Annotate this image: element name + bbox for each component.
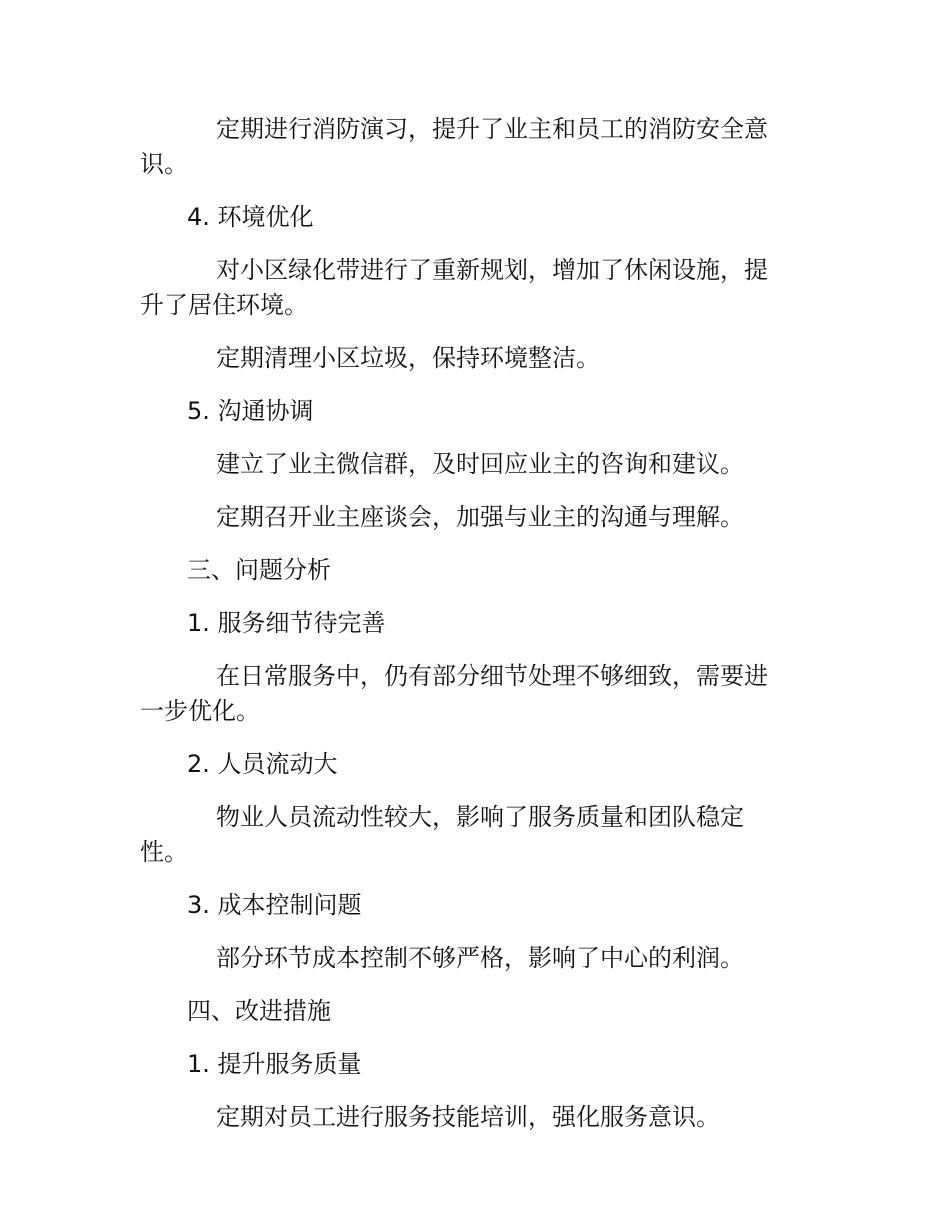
heading-service-quality: 1. 提升服务质量 [187, 1050, 362, 1078]
paragraph-staff-turnover: 物业人员流动性较大，影响了服务质量和团队稳定性。 [140, 803, 744, 866]
heading-cost-control: 3. 成本控制问题 [187, 891, 362, 919]
heading-improvement-measures: 四、改进措施 [187, 997, 331, 1025]
paragraph-cleaning: 定期清理小区垃圾，保持环境整洁。 [216, 344, 600, 372]
paragraph-greenbelt: 对小区绿化带进行了重新规划，增加了休闲设施，提升了居住环境。 [140, 256, 768, 319]
paragraph-service-details: 在日常服务中，仍有部分细节处理不够细致，需要进一步优化。 [140, 662, 768, 725]
document-body [140, 112, 790, 1153]
heading-problem-analysis: 三、问题分析 [187, 556, 331, 584]
paragraph-training: 定期对员工进行服务技能培训，强化服务意识。 [216, 1103, 720, 1131]
paragraph-wechat-group: 建立了业主微信群，及时回应业主的咨询和建议。 [216, 450, 744, 478]
paragraph-meeting: 定期召开业主座谈会，加强与业主的沟通与理解。 [216, 503, 744, 531]
heading-environment: 4. 环境优化 [187, 203, 314, 231]
paragraph-fire-drill: 定期进行消防演习，提升了业主和员工的消防安全意识。 [140, 115, 768, 178]
paragraph-cost-control: 部分环节成本控制不够严格，影响了中心的利润。 [216, 944, 744, 972]
heading-staff-turnover: 2. 人员流动大 [187, 750, 338, 778]
heading-communication: 5. 沟通协调 [187, 397, 314, 425]
heading-service-details: 1. 服务细节待完善 [187, 609, 386, 637]
